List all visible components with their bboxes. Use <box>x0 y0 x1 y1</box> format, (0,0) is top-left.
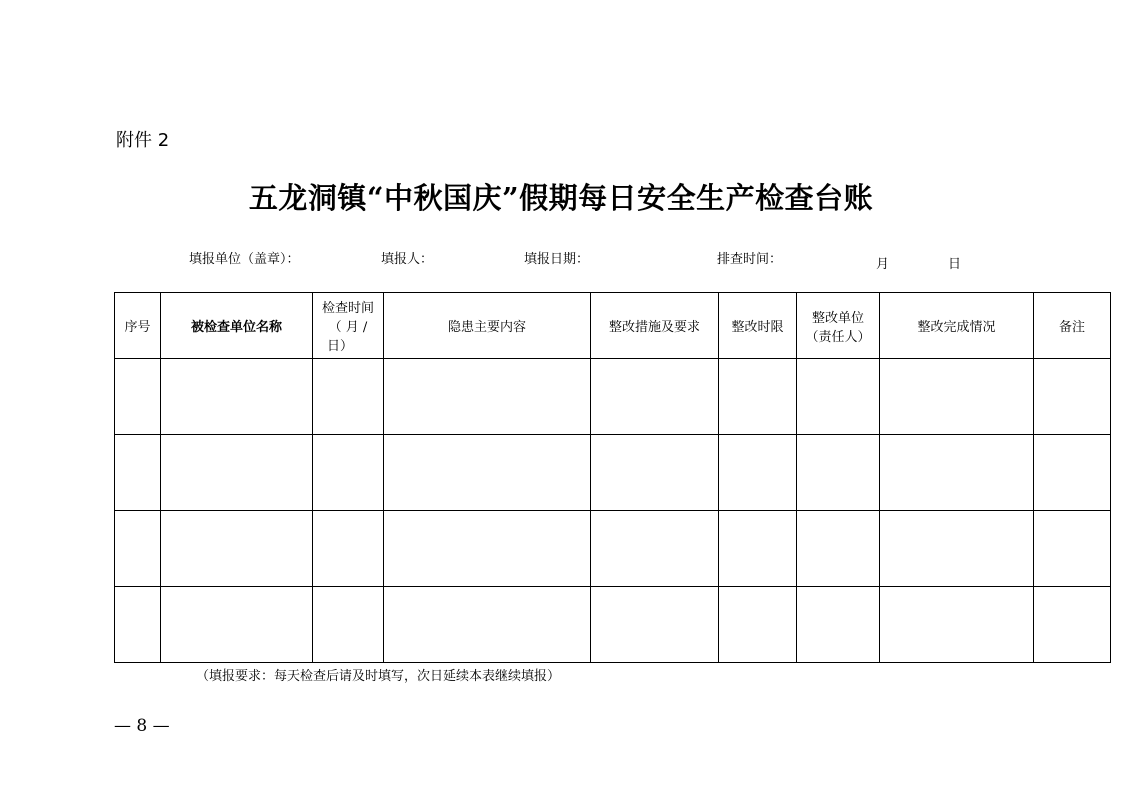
table-cell[interactable] <box>591 435 719 511</box>
document-title: 五龙洞镇“中秋国庆”假期每日安全生产检查台账 <box>248 181 874 215</box>
table-cell[interactable] <box>591 587 719 663</box>
field-date-label: 填报日期： <box>524 252 590 267</box>
table-cell[interactable] <box>1034 587 1111 663</box>
table-cell[interactable] <box>719 359 797 435</box>
table-cell[interactable] <box>161 587 313 663</box>
header-hazard: 隐患主要内容 <box>384 293 591 359</box>
table-cell[interactable] <box>384 587 591 663</box>
table-cell[interactable] <box>797 359 880 435</box>
table-cell[interactable] <box>1034 359 1111 435</box>
page-number: — 8 — <box>114 716 170 736</box>
table-cell[interactable] <box>797 435 880 511</box>
header-status: 整改完成情况 <box>880 293 1034 359</box>
table-cell[interactable] <box>1034 435 1111 511</box>
header-unit-name: 被检查单位名称 <box>161 293 313 359</box>
table-cell[interactable] <box>313 587 384 663</box>
table-cell[interactable] <box>161 511 313 587</box>
header-check-time-line3: 日） <box>327 339 354 354</box>
attachment-label: 附件 2 <box>116 130 170 151</box>
table-cell[interactable] <box>313 359 384 435</box>
header-responsible-line2: （责任人） <box>805 329 871 345</box>
table-cell[interactable] <box>880 359 1034 435</box>
field-check-time-label: 排查时间： <box>717 252 783 267</box>
table-row <box>115 359 1111 435</box>
header-remarks: 备注 <box>1034 293 1111 359</box>
header-responsible <box>797 293 880 359</box>
table-cell[interactable] <box>115 587 161 663</box>
field-month-label: 月 <box>876 257 890 272</box>
field-unit-label: 填报单位（盖章）： <box>189 252 300 267</box>
header-responsible-line1: 整改单位 <box>811 310 864 326</box>
table-cell[interactable] <box>880 435 1034 511</box>
header-check-time <box>313 293 384 359</box>
table-cell[interactable] <box>313 511 384 587</box>
table-cell[interactable] <box>719 587 797 663</box>
header-seq: 序号 <box>115 293 161 359</box>
table-cell[interactable] <box>161 359 313 435</box>
table-cell[interactable] <box>313 435 384 511</box>
table-cell[interactable] <box>384 435 591 511</box>
inspection-ledger-table <box>114 292 1111 663</box>
table-cell[interactable] <box>161 435 313 511</box>
table-cell[interactable] <box>384 359 591 435</box>
table-cell[interactable] <box>797 511 880 587</box>
table-cell[interactable] <box>1034 511 1111 587</box>
header-deadline: 整改时限 <box>719 293 797 359</box>
table-cell[interactable] <box>115 511 161 587</box>
table-cell[interactable] <box>719 511 797 587</box>
table-row <box>115 511 1111 587</box>
field-day-label: 日 <box>948 257 962 272</box>
header-check-time-line2: （ 月 / <box>328 320 368 335</box>
table-header-row <box>115 293 1111 359</box>
table-cell[interactable] <box>880 587 1034 663</box>
table-cell[interactable] <box>384 511 591 587</box>
table-cell[interactable] <box>719 435 797 511</box>
table-row <box>115 435 1111 511</box>
filling-requirement-note: （填报要求：每天检查后请及时填写，次日延续本表继续填报） <box>196 669 561 684</box>
table-cell[interactable] <box>880 511 1034 587</box>
table-cell[interactable] <box>115 359 161 435</box>
table-cell[interactable] <box>115 435 161 511</box>
table-cell[interactable] <box>797 587 880 663</box>
header-measures: 整改措施及要求 <box>591 293 719 359</box>
table-cell[interactable] <box>591 511 719 587</box>
table-cell[interactable] <box>591 359 719 435</box>
table-row <box>115 587 1111 663</box>
field-person-label: 填报人： <box>381 252 434 267</box>
header-check-time-line1: 检查时间 <box>321 301 374 316</box>
